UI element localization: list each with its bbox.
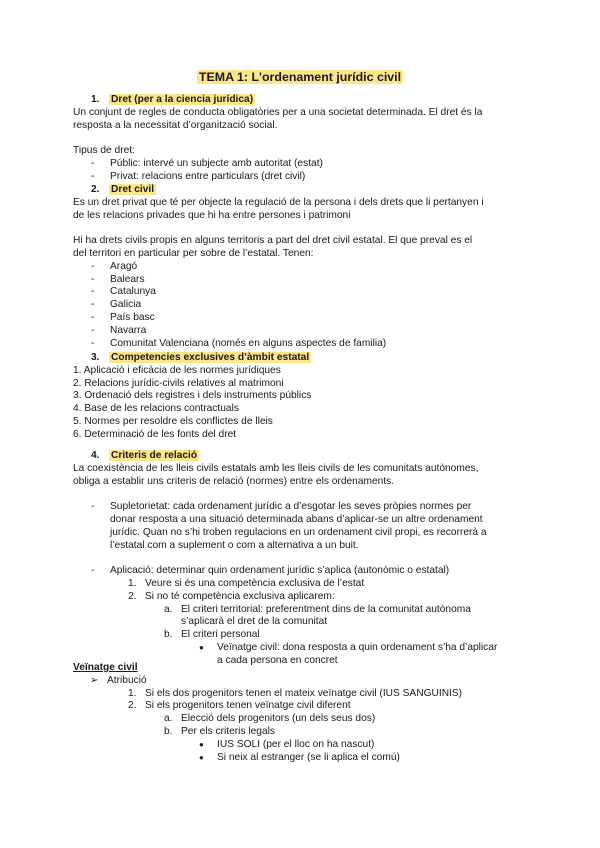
number-marker: 1. (128, 577, 137, 589)
letter-marker: a. (164, 713, 173, 725)
eleccio-progenitors (73, 713, 535, 726)
section-2-number: 2. (91, 184, 100, 195)
region-item: - Balears (73, 274, 535, 287)
section-1-para-line-1: Un conjunt de regles de conducta obligatòries per a una societat determinada. El dret és la (73, 106, 483, 118)
supletorietat-text: Supletorietat: cada ordenament jurídic a d’esgotar les seves pròpies normes per (110, 501, 472, 513)
letter-marker: a. (164, 603, 173, 615)
region-item: - Comunitat Valenciana (només en alguns aspectes de familia) (73, 338, 535, 351)
competence-item: 1. Aplicació i eficàcia de les normes jurídiques (73, 364, 281, 376)
section-1-para-line-2: resposta a la necessitat d’organització social. (73, 119, 278, 131)
atribucio-step-2 (73, 700, 535, 713)
supletorietat-line-2: donar resposta a una situació determinada abans d’aplicar-se un altre ordenament (110, 513, 483, 525)
aplicacio-step-2 (73, 591, 535, 604)
section-3-title: Competencies exclusives d’àmbit estatal (111, 352, 310, 363)
title-text: TEMA 1: L'ordenament jurídic civil (198, 70, 402, 84)
criteri-territorial-line-2: s’aplicarà el dret de la comunitat (181, 616, 328, 628)
atribucio-text: Atribució (107, 674, 147, 686)
atribucio-item (73, 675, 535, 688)
letter-marker: b. (164, 725, 173, 737)
aplicacio-item (73, 565, 535, 578)
region-item: - Galicia (73, 299, 535, 312)
veinatge-civil-heading: Veïnatge civil (73, 662, 138, 673)
competence-item: 2. Relacions jurídic-civils relatives al matrimoni (73, 377, 284, 389)
section-2 (73, 184, 535, 350)
competence-item: 3. Ordenació dels registres i dels instruments públics (73, 390, 312, 402)
veinatge-bullet-line-1 (73, 642, 535, 655)
section-2-para1-line-1: Es un dret privat que té per objecte la regulació de la persona i dels drets que li pertanyen i (73, 196, 484, 208)
section-3-heading (73, 352, 535, 365)
competence-item: 6. Determinació de les fonts del dret (73, 428, 237, 440)
section-4-number: 4. (91, 450, 100, 461)
section-1 (73, 94, 535, 184)
region-item: - País basc (73, 312, 535, 325)
bullet-icon: ● (199, 739, 204, 749)
section-4-heading (73, 450, 535, 463)
type-public: - Públic: intervé un subjecte amb autoritat (estat) (73, 158, 535, 171)
section-4-para-line-2: obliga a establir uns criteris de relació (normes) entre els ordenaments. (73, 475, 395, 487)
section-1-heading (73, 94, 535, 107)
competence-item: 5. Normes per resoldre els conflictes de lleis (73, 415, 273, 427)
supletorietat-line-3: jurídic. Quan no s’hi troben regulacions en un ordenament civil propi, es recorrerà a (110, 526, 487, 538)
section-3 (73, 352, 535, 442)
veinatge-civil-section (73, 662, 535, 764)
region-item: - Navarra (73, 325, 535, 338)
type-private: - Privat: relacions entre particulars (dret civil) (73, 171, 535, 184)
criteris-legals (73, 726, 535, 739)
aplicacio-step-2-text: Si no té competència exclusiva aplicarem: (145, 590, 335, 602)
section-4-para-line-1: La coexistència de les lleis civils estatals amb les lleis civils de les comunitats autònomes, (73, 462, 479, 474)
supletorietat-line-1 (73, 501, 535, 514)
section-2-title: Dret civil (111, 184, 155, 195)
criteri-personal-text: El criteri personal (181, 629, 260, 641)
atribucio-step-2-text: Si els progenitors tenen veïnatge civil diferent (145, 700, 351, 712)
number-marker: 2. (128, 700, 137, 712)
section-4 (73, 450, 535, 668)
page-title (0, 70, 600, 85)
aplicacio-text: Aplicació: determinar quin ordenament jurídic s’aplica (autonòmic o estatal) (110, 565, 450, 577)
criteri-territorial-line-1 (73, 604, 535, 617)
section-4-title: Criteris de relació (111, 450, 198, 461)
criteri-territorial-text: El criteri territorial: preferentment dins de la comunitat autònoma (181, 603, 471, 615)
bullet-icon: ● (199, 642, 204, 652)
section-1-title: Dret (per a la ciencia jurídica) (111, 94, 254, 105)
region-item: - Aragó (73, 261, 535, 274)
atribucio-step-1-text: Si els dos progenitors tenen el mateix veïnatge civil (IUS SANGUINIS) (145, 687, 463, 699)
number-marker: 1. (128, 687, 137, 699)
section-2-heading (73, 184, 535, 197)
estranger-text: Si neix al estranger (se li aplica el comú) (217, 751, 400, 763)
bullet-icon: ● (199, 752, 204, 762)
ius-soli-bullet (73, 739, 535, 752)
number-marker: 2. (128, 590, 137, 602)
supletorietat-line-4: l’estatal com a suplement o com a alternativa a un buit. (110, 539, 359, 551)
section-2-para2-line-1: Hi ha drets civils propis en alguns territoris a part del dret civil estatal. El que preval es el (73, 235, 473, 247)
eleccio-progenitors-text: Elecció dels progenitors (un dels seus dos) (181, 713, 376, 725)
aplicacio-step-1-text: Veure si és una competència exclusiva de l’estat (145, 577, 365, 589)
section-1-number: 1. (91, 94, 100, 105)
letter-marker: b. (164, 629, 173, 641)
veinatge-bullet-line-2: a cada persona en concret (217, 654, 338, 666)
section-3-number: 3. (91, 352, 100, 363)
region-item: - Catalunya (73, 286, 535, 299)
estranger-bullet (73, 752, 535, 765)
arrow-icon: ➢ (90, 674, 99, 686)
ius-soli-text: IUS SOLI (per el lloc on ha nascut) (217, 738, 375, 750)
criteris-legals-text: Per els criteris legals (181, 725, 275, 737)
veinatge-bullet-text: Veïnatge civil: dona resposta a quin ordenament s’ha d’aplicar (217, 641, 498, 653)
competence-item: 4. Base de les relacions contractuals (73, 403, 239, 415)
dash-marker: - (91, 565, 95, 577)
section-2-para1-line-2: de les relacions privades que hi ha entre persones i patrimoni (73, 209, 351, 221)
dash-marker: - (91, 501, 95, 513)
criteri-personal (73, 629, 535, 642)
section-2-para2-line-2: del territori en particular per sobre de l’estatal. Tenen: (73, 247, 314, 259)
aplicacio-step-1 (73, 578, 535, 591)
atribucio-step-1 (73, 688, 535, 701)
types-label: Tipus de dret: (73, 145, 135, 157)
